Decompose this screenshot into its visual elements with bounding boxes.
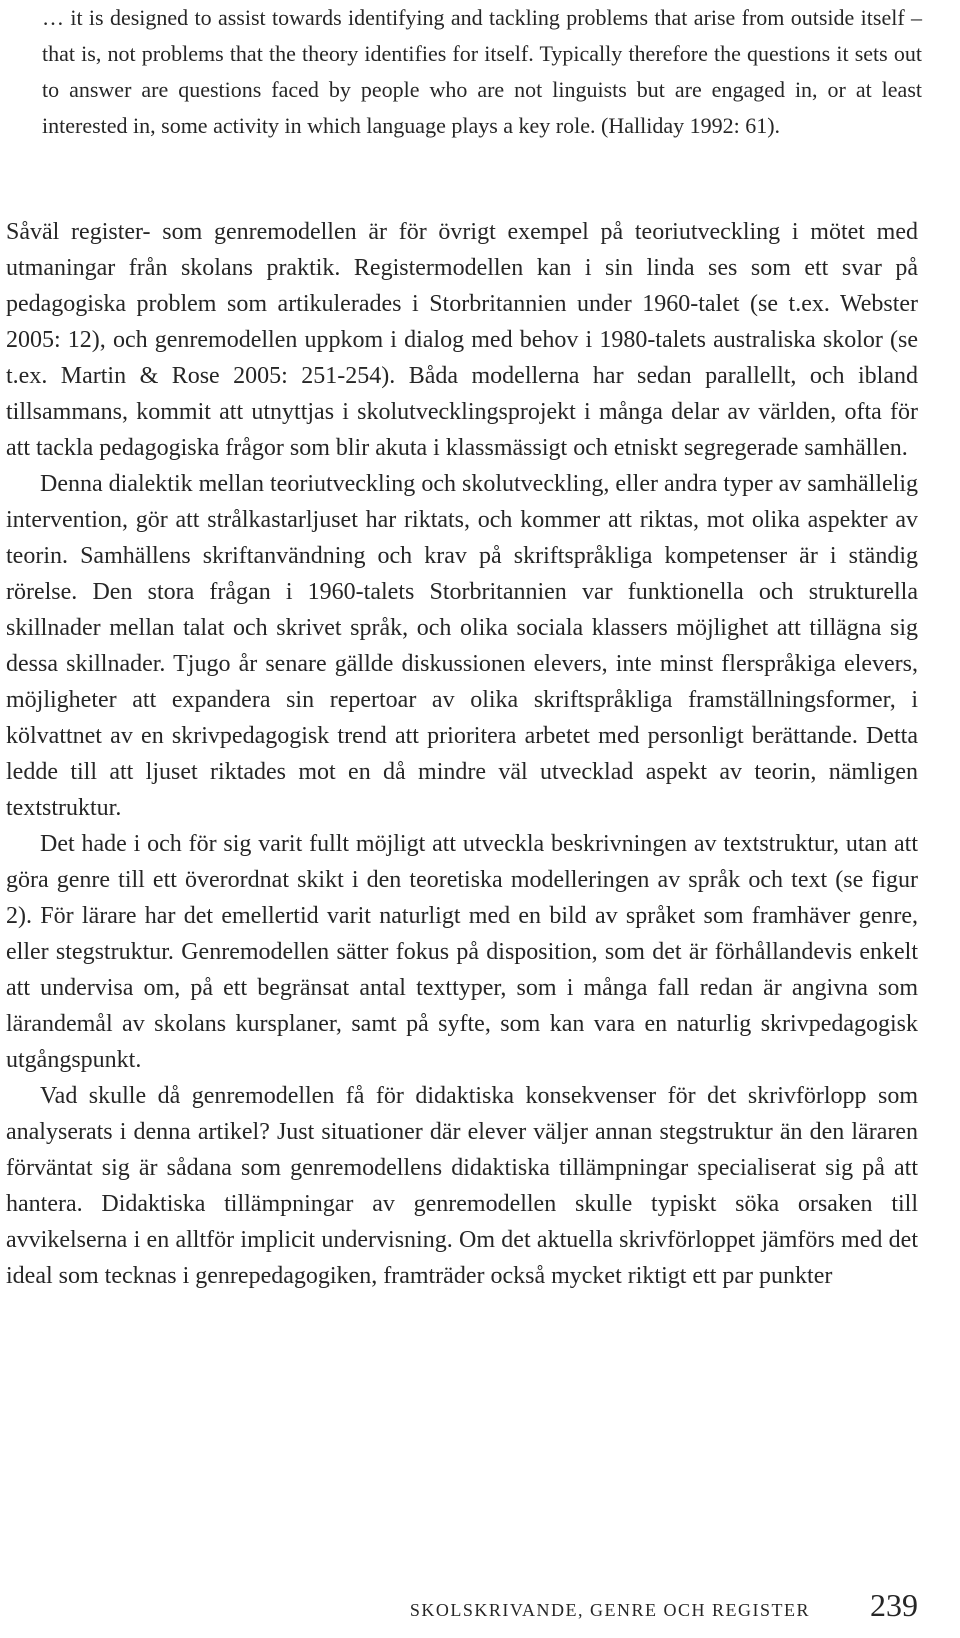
paragraph-4: Vad skulle då genremodellen få för didaktiska konsekvenser för det skrivförlopp som analyserats i denna artikel? Just situationer där elever väljer annan stegstruktur än den läraren förväntat sig är sådana som genremodellens didaktiska tillämpningar specialiserat sig på att hantera. Didaktiska tillämpningar av genremodellen skulle typiskt söka orsaken till avvikelserna i en alltför implicit undervisning. Om det aktuella skrivförloppet jämförs med det ideal som tecknas i genrepedagogiken, framträder också mycket riktigt ett par punkter (6, 1083, 918, 1289)
running-footer-title: SKOLSKRIVANDE, GENRE OCH REGISTER (409, 1600, 810, 1620)
block-quote: … it is designed to assist towards identifying and tackling problems that arise from outside itself – that is, not problems that the theory identifies for itself. Typically therefore the questions it sets out to answer are questions faced by people who are not linguists but are engaged in, or at least interested in, some activity in which language plays a key role. (Halliday 1992: 61). (42, 5, 922, 138)
paragraph-1: Såväl register- som genremodellen är för övrigt exempel på teoriutveckling i mötet med utmaningar från skolans praktik. Registermodellen kan i sin linda ses som ett svar på pedagogiska problem som artikulerades i Storbritannien under 1960-talet (se t.ex. Webster 2005: 12), och genremodellen uppkom i dialog med behov i 1980-talets australiska skolor (se t.ex. Martin & Rose 2005: 251-254). Båda modellerna har sedan parallellt, och ibland tillsammans, kommit att utnyttjas i skolutvecklingsprojekt i många delar av världen, ofta för att tackla pedagogiska frågor som blir akuta i klassmässigt och etniskt segregerade samhällen. (6, 219, 918, 461)
page-number: 239 (870, 1587, 918, 1623)
paragraph-2: Denna dialektik mellan teoriutveckling och skolutveckling, eller andra typer av samhällelig intervention, gör att strålkastarljuset har riktats, och kommer att riktas, mot olika aspekter av teorin. Samhällens skriftanvändning och krav på skriftspråkliga kompetenser är i ständig rörelse. Den stora frågan i 1960-talets Storbritannien var funktionella och strukturella skillnader mellan talat och skrivet språk, och olika sociala klassers möjlighet att tillägna sig dessa skillnader. Tjugo år senare gällde diskussionen elevers, inte minst flerspråkiga elevers, möjligheter att expandera sin repertoar av olika skriftspråkliga framställningsformer, i kölvattnet av en skrivpedagogisk trend att prioritera arbetet med personligt berättande. Detta ledde till att ljuset riktades mot en då mindre väl utvecklad aspekt av teorin, nämligen textstruktur. (6, 471, 918, 821)
body-text (6, 214, 918, 1294)
paragraph-3: Det hade i och för sig varit fullt möjligt att utveckla beskrivningen av textstruktur, utan att göra genre till ett överordnat skikt i den teoretiska modelleringen av språk och text (se figur 2). För lärare har det emellertid varit naturligt med en bild av språket som framhäver genre, eller stegstruktur. Genremodellen sätter fokus på disposition, som det är förhållandevis enkelt att undervisa om, på ett begränsat antal texttyper, som i många fall redan är angivna som lärandemål av skolans kursplaner, samt på syfte, som kan vara en naturlig skrivpedagogisk utgångspunkt. (6, 831, 918, 1073)
